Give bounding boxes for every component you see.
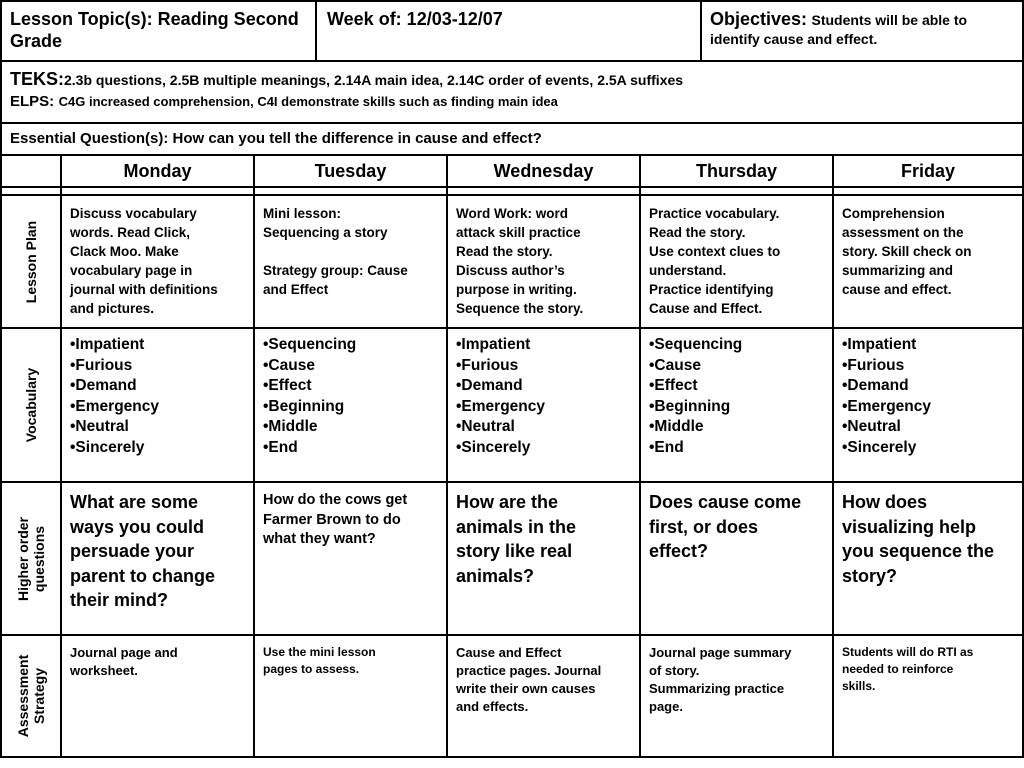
- row-label-higher-order: [0, 481, 62, 636]
- vocabulary-item: •Neutral: [842, 418, 901, 436]
- question-text: How are the animals in the story like real animals?: [456, 492, 577, 586]
- assessment-text: Journal page and worksheet.: [70, 645, 178, 678]
- lesson-topic: Lesson Topic(s): Reading Second Grade: [10, 9, 299, 51]
- essential-question-cell: [0, 122, 1024, 156]
- vocabulary-item: •End: [649, 438, 684, 456]
- question-wednesday: [446, 481, 641, 636]
- vocabulary-item: •Cause: [263, 356, 315, 374]
- vocabulary-friday: [832, 327, 1024, 483]
- question-thursday: [639, 481, 834, 636]
- vocabulary-list: [263, 335, 438, 459]
- vocabulary-item: •Demand: [842, 377, 909, 395]
- lesson-plan-wednesday: [446, 194, 641, 329]
- vocabulary-thursday: [639, 327, 834, 483]
- lesson-plan-text: Practice vocabulary. Read the story. Use context clues to understand. Practice identifying Cause and Effect.: [649, 206, 781, 316]
- elps-label: ELPS:: [10, 93, 55, 110]
- question-friday: [832, 481, 1024, 636]
- vocabulary-list: [456, 335, 631, 459]
- question-tuesday: [253, 481, 448, 636]
- assessment-thursday: [639, 634, 834, 758]
- vocabulary-item: •Neutral: [70, 418, 129, 436]
- lesson-plan-text: Mini lesson: Sequencing a story Strategy group: Cause and Effect: [263, 206, 408, 297]
- day-header-friday: [832, 154, 1024, 188]
- vocabulary-item: •Effect: [649, 377, 698, 395]
- vocabulary-item: •Sincerely: [842, 438, 917, 456]
- teks-label: TEKS:: [10, 69, 64, 89]
- assessment-tuesday: [253, 634, 448, 758]
- vocabulary-item: •Furious: [842, 356, 905, 374]
- vocabulary-item: •Neutral: [456, 418, 515, 436]
- row-label-vocabulary: [0, 327, 62, 483]
- vocabulary-list: [649, 335, 824, 459]
- corner-cell: [0, 154, 62, 188]
- assessment-text: Journal page summary of story. Summarizing practice page.: [649, 645, 792, 714]
- row-label-text: Vocabulary: [23, 367, 39, 443]
- day-label: Wednesday: [493, 161, 594, 181]
- essential-question: Essential Question(s): How can you tell the difference in cause and effect?: [10, 130, 542, 147]
- week-cell: [315, 0, 702, 62]
- day-header-thursday: [639, 154, 834, 188]
- objectives-cell: [700, 0, 1024, 62]
- vocabulary-tuesday: [253, 327, 448, 483]
- vocabulary-item: •Emergency: [842, 397, 931, 415]
- teks-text: 2.3b questions, 2.5B multiple meanings, 2.14A main idea, 2.14C order of events, 2.5A suffixes: [64, 72, 684, 88]
- vocabulary-item: •Impatient: [842, 336, 917, 353]
- assessment-text: Students will do RTI as needed to reinforce skills.: [842, 645, 974, 693]
- vocabulary-item: •End: [263, 438, 298, 456]
- vocabulary-item: •Demand: [70, 377, 137, 395]
- question-text: How does visualizing help you sequence the story?: [842, 492, 995, 586]
- question-text: Does cause come first, or does effect?: [649, 492, 802, 561]
- objectives-text: Students will be able to identify cause and effect.: [710, 12, 968, 47]
- row-label-text: [15, 516, 47, 600]
- lesson-topic-cell: [0, 0, 317, 62]
- vocabulary-item: •Beginning: [649, 397, 731, 415]
- vocabulary-item: •Emergency: [456, 397, 545, 415]
- vocabulary-wednesday: [446, 327, 641, 483]
- assessment-text: Cause and Effect practice pages. Journal write their own causes and effects.: [456, 645, 602, 714]
- standards-cell: [0, 60, 1024, 124]
- vocabulary-item: •Sequencing: [263, 336, 357, 353]
- row-label-line: questions: [31, 525, 47, 592]
- vocabulary-item: •Demand: [456, 377, 523, 395]
- row-label-line: Higher order: [15, 516, 31, 601]
- day-label: Thursday: [695, 161, 778, 181]
- row-label-line: Assessment: [15, 654, 31, 738]
- vocabulary-item: •Furious: [70, 356, 133, 374]
- lesson-plan-thursday: [639, 194, 834, 329]
- vocabulary-item: •Beginning: [263, 397, 345, 415]
- lesson-plan-tuesday: [253, 194, 448, 329]
- question-text: How do the cows get Farmer Brown to do what they want?: [263, 492, 408, 547]
- assessment-wednesday: [446, 634, 641, 758]
- vocabulary-item: •Furious: [456, 356, 519, 374]
- week-of: Week of: 12/03-12/07: [327, 9, 503, 29]
- day-label: Monday: [123, 161, 192, 181]
- vocabulary-list: [842, 335, 1014, 459]
- vocabulary-item: •Impatient: [456, 336, 531, 353]
- elps-text: C4G increased comprehension, C4I demonstrate skills such as finding main idea: [58, 94, 558, 109]
- vocabulary-list: [70, 335, 245, 459]
- vocabulary-item: •Effect: [263, 377, 312, 395]
- vocabulary-item: •Emergency: [70, 397, 159, 415]
- row-label-text: Lesson Plan: [23, 220, 39, 303]
- row-label-lesson-plan: [0, 194, 62, 329]
- lesson-plan-text: Discuss vocabulary words. Read Click, Clack Moo. Make vocabulary page in journal with definitions and pictures.: [70, 206, 218, 316]
- lesson-plan-text: Word Work: word attack skill practice Read the story. Discuss author’s purpose in writing. Sequence the story.: [456, 206, 584, 316]
- vocabulary-item: •Middle: [649, 418, 704, 436]
- vocabulary-monday: [60, 327, 255, 483]
- vocabulary-item: •Impatient: [70, 336, 145, 353]
- objectives-label: Objectives:: [710, 9, 808, 29]
- day-header-wednesday: [446, 154, 641, 188]
- question-monday: [60, 481, 255, 636]
- row-label-line: Strategy: [31, 667, 47, 725]
- vocabulary-item: •Sincerely: [456, 438, 531, 456]
- day-label: Tuesday: [314, 161, 387, 181]
- lesson-plan-text: Comprehension assessment on the story. Skill check on summarizing and cause and effect.: [842, 206, 972, 297]
- day-header-monday: [60, 154, 255, 188]
- assessment-monday: [60, 634, 255, 758]
- day-header-tuesday: [253, 154, 448, 188]
- lesson-plan-friday: [832, 194, 1024, 329]
- vocabulary-item: •Sequencing: [649, 336, 743, 353]
- row-label-assessment: [0, 634, 62, 758]
- vocabulary-item: •Middle: [263, 418, 318, 436]
- row-label-text: [15, 655, 47, 738]
- day-label: Friday: [900, 161, 956, 181]
- assessment-friday: [832, 634, 1024, 758]
- vocabulary-item: •Cause: [649, 356, 701, 374]
- vocabulary-item: •Sincerely: [70, 438, 145, 456]
- question-text: What are some ways you could persuade your parent to change their mind?: [70, 492, 216, 610]
- lesson-plan-monday: [60, 194, 255, 329]
- assessment-text: Use the mini lesson pages to assess.: [263, 645, 376, 676]
